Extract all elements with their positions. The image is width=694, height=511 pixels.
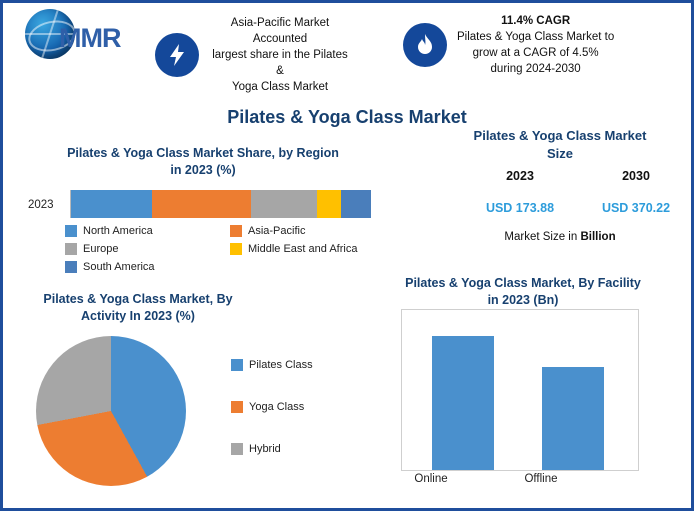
activity-chart-legend: [231, 359, 313, 485]
page-title: Pilates & Yoga Class Market: [227, 107, 467, 127]
logo: [11, 5, 151, 65]
market-size-footnote-prefix: Market Size in: [504, 231, 581, 243]
region-segment-north-america: [71, 190, 152, 218]
legend-item: [230, 225, 395, 237]
header-highlight-2: [403, 13, 683, 77]
market-size-title: [435, 127, 685, 163]
market-size-title-line2: Size: [546, 146, 573, 161]
market-size-footnote-unit: Billion: [580, 231, 616, 243]
legend-swatch-icon: [65, 261, 77, 273]
region-segment-asia-pacific: [152, 190, 251, 218]
facility-chart-title: [373, 275, 673, 309]
market-size-value-2023: USD 173.88: [485, 201, 555, 215]
region-segment-south-america: [341, 190, 371, 218]
legend-label: Middle East and Africa: [248, 243, 358, 255]
region-stacked-bar: [70, 190, 371, 218]
region-chart-legend: [65, 225, 395, 279]
facility-category-online: Online: [414, 473, 448, 485]
legend-item: [231, 401, 313, 413]
facility-bar-chart: [401, 309, 639, 471]
legend-item: [65, 261, 395, 273]
legend-label: Yoga Class: [249, 401, 305, 413]
facility-bar-offline: [542, 367, 604, 470]
legend-swatch-icon: [65, 243, 77, 255]
legend-label: Asia-Pacific: [248, 225, 306, 237]
legend-swatch-icon: [231, 359, 243, 371]
header-highlight-2-text: [457, 13, 614, 77]
region-chart-title-line2: in 2023 (%): [170, 163, 236, 177]
market-size-year-2023: 2023: [506, 169, 534, 183]
region-segment-europe: [251, 190, 317, 218]
legend-swatch-icon: [231, 443, 243, 455]
activity-chart-title-line2: Activity In 2023 (%): [81, 309, 195, 323]
header: [3, 3, 691, 91]
market-size-value-2030: USD 370.22: [601, 201, 671, 215]
header-highlight-1: [155, 15, 351, 95]
legend-label: Pilates Class: [249, 359, 313, 371]
legend-item: [65, 225, 230, 237]
header-1-line3: Yoga Class Market: [231, 81, 329, 93]
legend-swatch-icon: [231, 401, 243, 413]
region-chart-category-label: 2023: [28, 199, 54, 211]
facility-chart-title-line2: in 2023 (Bn): [487, 293, 559, 307]
legend-swatch-icon: [65, 225, 77, 237]
market-size-year-2030: 2030: [622, 169, 650, 183]
facility-chart-title-line1: Pilates & Yoga Class Market, By Facility: [405, 276, 641, 290]
facility-bar-online: [432, 336, 494, 470]
activity-chart-title: [23, 291, 253, 325]
region-chart-title: [33, 145, 373, 179]
legend-label: Hybrid: [249, 443, 281, 455]
activity-pie-chart: [36, 336, 186, 486]
header-2-line4: during 2024-2030: [490, 63, 581, 75]
facility-category-offline: Offline: [524, 473, 558, 485]
legend-swatch-icon: [230, 225, 242, 237]
legend-label: South America: [83, 261, 155, 273]
legend-label: Europe: [83, 243, 119, 255]
header-2-line2: Pilates & Yoga Class Market to: [457, 31, 615, 43]
legend-item: [65, 243, 230, 255]
legend-label: North America: [83, 225, 153, 237]
header-1-line2: largest share in the Pilates &: [212, 49, 348, 77]
logo-text: MMR: [59, 23, 121, 53]
activity-chart-title-line1: Pilates & Yoga Class Market, By: [43, 292, 233, 306]
header-1-line1: Asia-Pacific Market Accounted: [230, 17, 330, 45]
legend-item: [230, 243, 395, 255]
legend-item: [231, 359, 313, 371]
flame-icon: [403, 23, 447, 67]
region-segment-middle-east-africa: [317, 190, 341, 218]
legend-swatch-icon: [230, 243, 242, 255]
header-highlight-1-text: [209, 15, 351, 95]
legend-item: [231, 443, 313, 455]
market-size-title-line1: Pilates & Yoga Class Market: [473, 128, 647, 143]
facility-plot-area: [402, 316, 638, 470]
region-chart-title-line1: Pilates & Yoga Class Market Share, by Region: [67, 146, 339, 160]
header-2-line3: grow at a CAGR of 4.5%: [472, 47, 599, 59]
header-2-line1: 11.4% CAGR: [501, 15, 571, 27]
lightning-bolt-icon: [155, 33, 199, 77]
market-size-footnote: [435, 231, 685, 243]
